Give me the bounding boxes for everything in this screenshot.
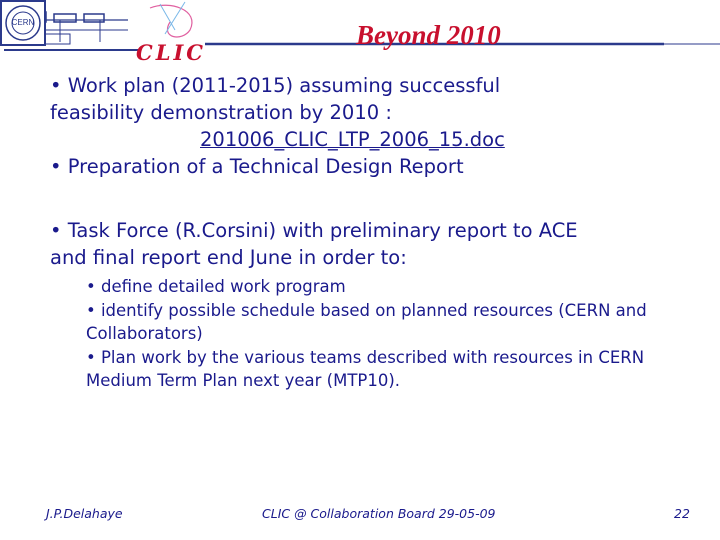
bullet-work-plan-line2: feasibility demonstration by 2010 :	[50, 101, 392, 124]
bullet-task-force-line1: • Task Force (R.Corsini) with preliminary report to ACE	[50, 219, 578, 242]
slide-header	[0, 0, 720, 65]
clic-logo: CLIC	[136, 40, 207, 65]
bullet-task-force-line2: and final report end June in order to:	[50, 246, 407, 269]
subitem-plan-work-line2: Medium Term Plan next year (MTP10).	[86, 371, 401, 390]
subitem-define-program: • define detailed work program	[86, 277, 346, 296]
slide-title: Beyond 2010	[356, 20, 501, 50]
bullet-technical-design-report: • Preparation of a Technical Design Report	[50, 155, 464, 178]
cern-logo-text: CERN	[11, 18, 35, 27]
footer-page-number: 22	[674, 506, 690, 521]
footer-event: CLIC @ Collaboration Board 29-05-09	[262, 506, 496, 521]
footer-author: J.P.Delahaye	[46, 506, 123, 521]
subitem-schedule-line1: • identify possible schedule based on planned resources (CERN and	[86, 300, 647, 320]
subitem-plan-work-line1: • Plan work by the various teams described with resources in CERN	[86, 347, 645, 367]
subitem-schedule-line2: Collaborators)	[86, 324, 203, 343]
cern-logo-icon	[0, 0, 46, 46]
document-reference: 201006_CLIC_LTP_2006_15.doc	[200, 128, 505, 151]
slide-body	[50, 72, 710, 393]
bullet-work-plan-line1: • Work plan (2011-2015) assuming successful	[50, 74, 501, 97]
